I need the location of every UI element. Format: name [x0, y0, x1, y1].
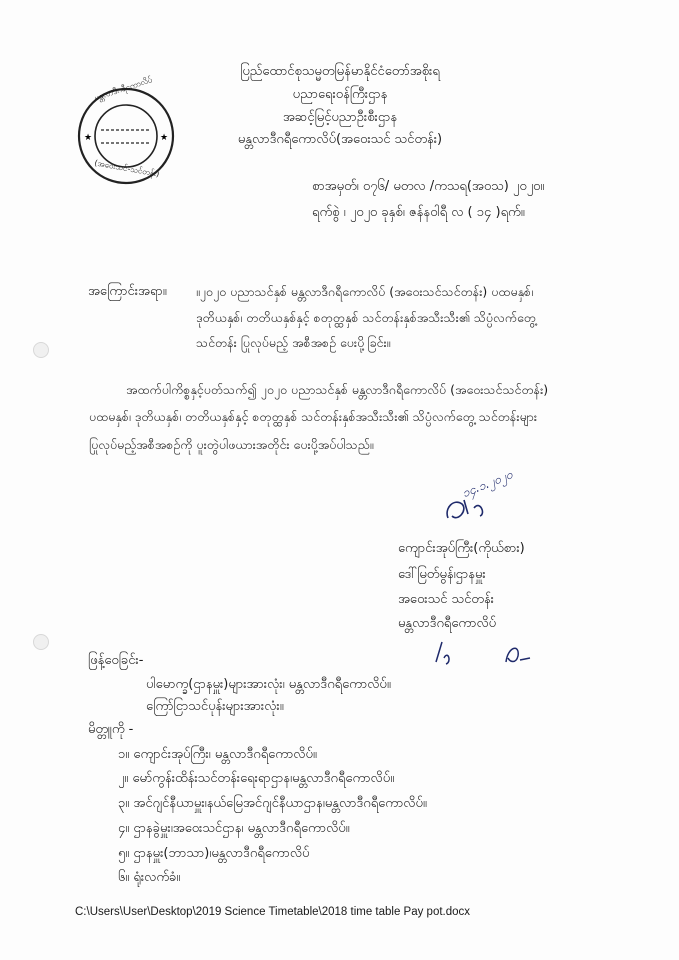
initials-signature-icon	[430, 632, 540, 672]
signatory-name: ကျောင်းအုပ်ကြီး(ကိုယ်စား)	[398, 541, 525, 556]
header-line-2: ပညာရေးဝန်ကြီးဌာန	[292, 87, 388, 102]
distribution-label: ဖြန့်ဝေခြင်း-	[88, 653, 144, 668]
letter-number: စာအမှတ်၊ ၀၇၆/ မတလ /ကသရ(အဝသ) ၂၀၂၀။	[312, 179, 545, 194]
copies-item: ၂။ မော်ကွန်းထိန်းသင်တန်းရေးရာဌာန၊မန္တလာဒီဂရီကောလိပ်။	[118, 771, 395, 786]
distribution-item: ကြော်ငြာသင်ပုန်းများအားလုံး။	[146, 699, 284, 714]
body-line-2: ပထမနှစ်၊ ဒုတိယနှစ်၊ တတိယနှစ်နှင့် စတုတ္ထနှစ် သင်တန်းနှစ်အသီးသီး၏ သိပ္ပံလက်တွေ့ သင်တန်းများ	[89, 409, 537, 424]
signatory-title-3: မန္တလာဒီဂရီကောလိပ်	[398, 616, 497, 631]
copies-item: ၃။ အင်ဂျင်နီယာမှူး၊နယ်မြေအင်ဂျင်နီယာဌာန၊မန္တလာဒီဂရီကောလိပ်။	[118, 796, 427, 811]
distribution-item: ပါမောက္ခ(ဌာနမှူး)များအားလုံး၊ မန္တလာဒီဂရီကောလိပ်။	[146, 677, 391, 692]
header-line-3: အဆင့်မြင့်ပညာဦးစီးဌာန	[282, 110, 398, 125]
copies-item: ၁။ ကျောင်းအုပ်ကြီး၊ မန္တလာဒီဂရီကောလိပ်။	[118, 747, 317, 762]
subject-line-1: ။၂၀၂၀ ပညာသင်နှစ် မန္တလာဒီဂရီကောလိပ် (အဝေးသင်သင်တန်း) ပထမနှစ်၊	[196, 284, 534, 299]
signatory-title-1: ဒေါ်မြတ်မွန်၊ဌာနမှူး	[398, 567, 486, 582]
seal-text-top: မန္တလာဒီဂရီကောလိပ်	[93, 75, 154, 103]
punch-hole	[33, 342, 49, 358]
copies-item: ၄။ ဌာနခွဲမှူး၊အဝေးသင်ဌာန၊ မန္တလာဒီဂရီကောလိပ်။	[118, 821, 350, 836]
header-line-4: မန္တလာဒီဂရီကောလိပ်(အဝေးသင် သင်တန်း)	[237, 132, 443, 147]
subject-line-3: သင်တန်း ပြုလုပ်မည့် အစီအစဉ် ပေးပို့ခြင်း။	[196, 335, 391, 350]
subject-label: အကြောင်းအရာ။	[88, 284, 167, 299]
body-line-1: အထက်ပါကိစ္စနှင့်ပတ်သက်၍ ၂၀၂၀ ပညာသင်နှစ် မန္တလာဒီဂရီကောလိပ် (အဝေးသင်သင်တန်း)	[126, 382, 549, 397]
copies-item: ၅။ ဌာနမှူး(ဘာသာ)၊မန္တလာဒီဂရီကောလိပ်	[118, 846, 310, 861]
seal-text-bottom: (အဝေးသင်-သင်တန်း)	[93, 158, 161, 179]
header-line-1: ပြည်ထောင်စုသမ္မတမြန်မာနိုင်ငံတော်အစိုးရ	[240, 64, 440, 79]
punch-hole	[33, 634, 49, 650]
svg-text:★: ★	[84, 133, 93, 143]
copies-item: ၆။ ရုံးလက်ခံ။	[118, 870, 181, 885]
svg-text:★: ★	[160, 133, 169, 143]
body-line-3: ပြုလုပ်မည့်အစီအစဉ်ကို ပူးတွဲပါဖယားအတိုင်း ပေးပို့အပ်ပါသည်။	[89, 437, 374, 452]
handwritten-date: ၁၄.၁.၂၀၂၀	[460, 467, 515, 501]
letter-date: ရက်စွဲ ၊ ၂၀၂၀ ခုနှစ်၊ ဇန်နဝါရီ လ ( ၁၄ )ရက်။	[312, 205, 525, 220]
subject-line-2: ဒုတိယနှစ်၊ တတိယနှစ်နှင့် စတုတ္ထနှစ် သင်တန်းနှစ်အသီးသီး၏ သိပ္ပံလက်တွေ့	[196, 310, 536, 325]
copies-label: မိတ္တူကို -	[88, 722, 134, 737]
file-path-footer: C:\Users\User\Desktop\2019 Science Timetable\2018 time table Pay pot.docx	[75, 906, 471, 918]
signatory-title-2: အဝေးသင် သင်တန်း	[398, 592, 494, 607]
